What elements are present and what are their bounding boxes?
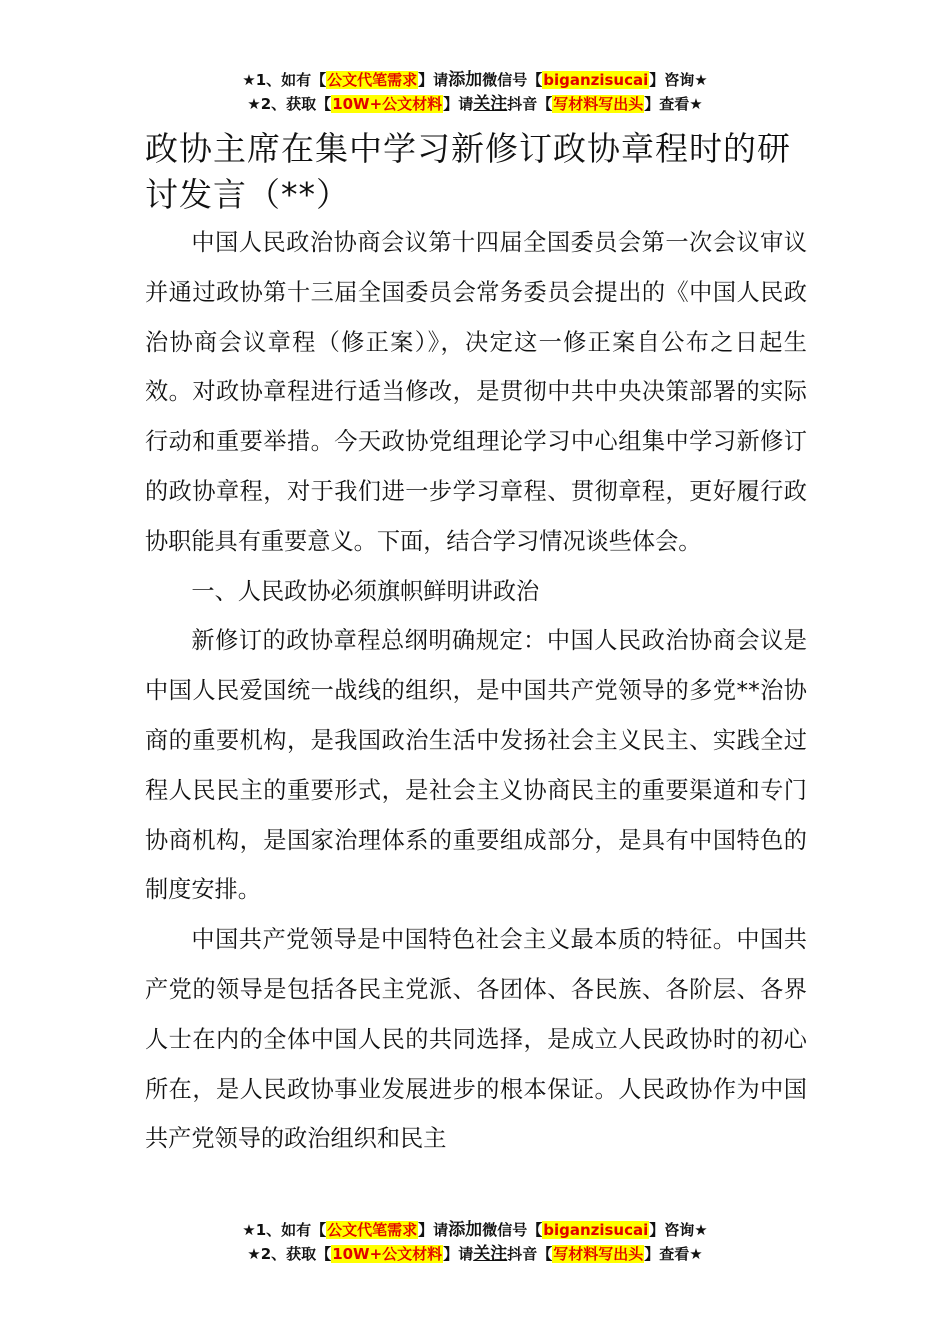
- paragraph-intro: 中国人民政治协商会议第十四届全国委员会第一次会议审议并通过政协第十三届全国委员会常务委员会提出的《中国人民政治协商会议章程（修正案）》，决定这一修正案自公布之日起生效。对政协章程进行适当修改，是贯彻中共中央决策部署的实际行动和重要举措。今天政协党组理论学习中心组集中学习新修订的政协章程，对于我们进一步学习章程、贯彻章程，更好履行政协职能具有重要意义。下面，结合学习情况谈些体会。: [145, 229, 807, 555]
- notice-text: 抖音【: [507, 1245, 553, 1263]
- notice-text: 】请: [418, 71, 449, 89]
- notice-text: 】咨询★: [649, 71, 708, 89]
- document-title: 政协主席在集中学习新修订政协章程时的研讨发言（**）: [145, 129, 791, 214]
- section-heading-1: 一、人民政协必须旗帜鲜明讲政治: [191, 577, 540, 605]
- notice-emphasis: 添加: [448, 1220, 483, 1240]
- notice-line-1: [0, 1218, 950, 1242]
- notice-highlight: 10W+公文材料: [332, 1245, 443, 1263]
- notice-line-2: [0, 92, 950, 116]
- notice-emphasis: 关注: [473, 94, 508, 114]
- header-notice: [0, 68, 950, 116]
- notice-text: 】请: [443, 95, 474, 113]
- paragraph-charter: 新修订的政协章程总纲明确规定：中国人民政治协商会议是中国人民爱国统一战线的组织，是中国共产党领导的多党**治协商的重要机构，是我国政治生活中发扬社会主义民主、实践全过程人民民主的重要形式，是社会主义协商民主的重要渠道和专门协商机构，是国家治理体系的重要组成部分，是具有中国特色的制度安排。: [145, 627, 807, 904]
- notice-text: 】查看★: [644, 1245, 703, 1263]
- notice-text: ★1、如有【: [242, 71, 327, 89]
- notice-text: 】查看★: [644, 95, 703, 113]
- paragraph-leadership: 中国共产党领导是中国特色社会主义最本质的特征。中国共产党的领导是包括各民主党派、各团体、各民族、各阶层、各界人士在内的全体中国人民的共同选择，是成立人民政协时的初心所在，是人民政协事业发展进步的根本保证。人民政协作为中国共产党领导的政治组织和民主: [145, 926, 807, 1153]
- notice-text: 】请: [418, 1221, 449, 1239]
- notice-line-1: [0, 68, 950, 92]
- notice-emphasis: 添加: [448, 70, 483, 90]
- notice-emphasis: 关注: [473, 1244, 508, 1264]
- notice-text: ★2、获取【: [247, 95, 332, 113]
- wechat-id-highlight: biganzisucai: [543, 1221, 649, 1239]
- douyin-id-highlight: 写材料写出头: [553, 1245, 644, 1263]
- notice-text: 】咨询★: [649, 1221, 708, 1239]
- footer-notice: [0, 1218, 950, 1266]
- notice-line-2: [0, 1242, 950, 1266]
- notice-text: 微信号【: [482, 71, 543, 89]
- notice-highlight: 公文代笔需求: [327, 1221, 418, 1239]
- notice-highlight: 公文代笔需求: [327, 71, 418, 89]
- notice-text: ★1、如有【: [242, 1221, 327, 1239]
- notice-text: 】请: [443, 1245, 474, 1263]
- notice-text: 微信号【: [482, 1221, 543, 1239]
- notice-text: ★2、获取【: [247, 1245, 332, 1263]
- notice-highlight: 10W+公文材料: [332, 95, 443, 113]
- douyin-id-highlight: 写材料写出头: [553, 95, 644, 113]
- notice-text: 抖音【: [507, 95, 553, 113]
- wechat-id-highlight: biganzisucai: [543, 71, 649, 89]
- document-body: [145, 126, 807, 1164]
